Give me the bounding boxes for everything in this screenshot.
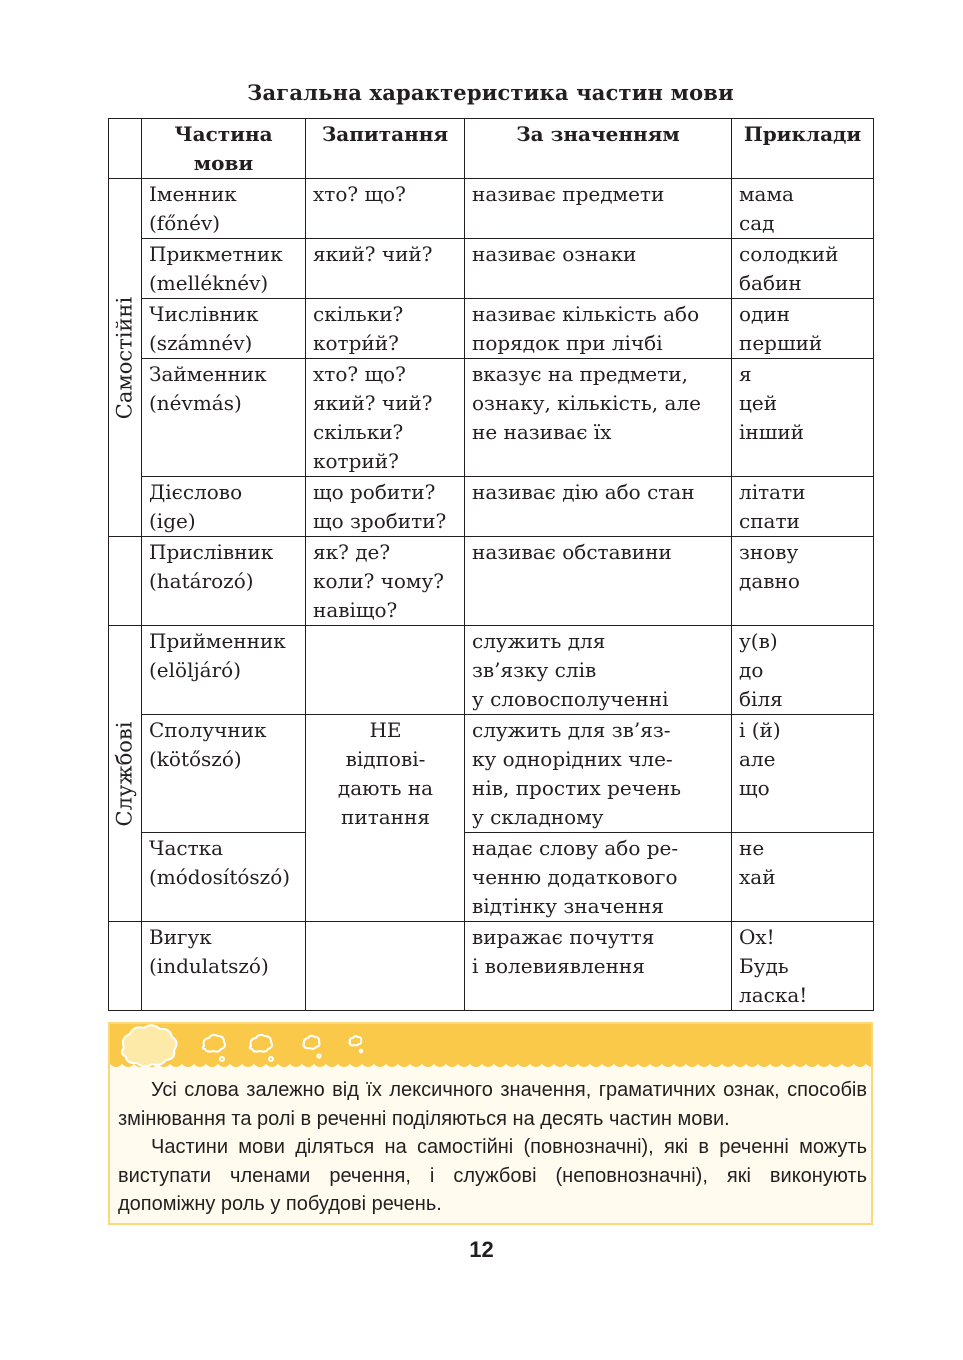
cell-question: скільки? котри́й?: [306, 299, 465, 359]
note-paragraph: Усі слова залежно від їх лексичного значення, граматичних ознак, способів змінювання та ролі в реченні поділяються на десять частин мови.: [118, 1079, 867, 1130]
cell-question: хто? що? який? чий? скільки? котрий?: [306, 359, 465, 477]
cell-examples: літати спати: [732, 477, 874, 537]
cell-part: Прикметник (melléknév): [142, 239, 306, 299]
cell-part: Частка (módosítószó): [142, 833, 306, 922]
cell-part: Дієслово (ige): [142, 477, 306, 537]
table-title: Загальна характеристика частин мови: [247, 80, 734, 105]
cell-meaning: виражає почуття і волевиявлення: [465, 922, 732, 1011]
cell-meaning: служить для зв’язку слів у словосполученні: [465, 626, 732, 715]
cell-part: Сполучник (kötőszó): [142, 715, 306, 833]
header-examples: Приклади: [732, 119, 874, 179]
cell-question: хто? що?: [306, 179, 465, 239]
table-row: [109, 477, 874, 537]
cell-meaning: називає обставини: [465, 537, 732, 626]
cell-question: [306, 626, 465, 715]
cell-question: [306, 922, 465, 1011]
table-row: [109, 626, 874, 715]
cell-meaning: називає предмети: [465, 179, 732, 239]
note-box: [108, 1022, 873, 1225]
header-empty-cell: [109, 119, 142, 179]
cell-examples: один перший: [732, 299, 874, 359]
table-row: [109, 299, 874, 359]
group-label-independent: Самостійні: [112, 296, 137, 419]
cell-meaning: служить для зв’яз- ку однорідних чле- нів, простих речень у складному: [465, 715, 732, 833]
cell-question: що робити? що зробити?: [306, 477, 465, 537]
group-empty-cell: [109, 537, 142, 626]
cell-part: Прислівник (határozó): [142, 537, 306, 626]
table-row: [109, 537, 874, 626]
page-number: 12: [469, 1237, 494, 1262]
group-independent: [109, 179, 142, 537]
header-meaning: За значенням: [465, 119, 732, 179]
header-question: Запитання: [306, 119, 465, 179]
cell-examples: не хай: [732, 833, 874, 922]
table-row: [109, 833, 874, 922]
table-row: [109, 715, 874, 833]
cell-question: як? де? коли? чому? навіщо?: [306, 537, 465, 626]
cell-part: Займенник (névmás): [142, 359, 306, 477]
cell-part: Числівник (számnév): [142, 299, 306, 359]
cell-examples: мама сад: [732, 179, 874, 239]
cell-part: Вигук (indulatszó): [142, 922, 306, 1011]
cell-part: Іменник (főnév): [142, 179, 306, 239]
cell-part: Прийменник (elöljáró): [142, 626, 306, 715]
table-row: [109, 359, 874, 477]
parts-of-speech-table: [108, 118, 874, 1011]
cell-meaning: називає ознаки: [465, 239, 732, 299]
note-header-band: [110, 1024, 871, 1069]
table-row: [109, 239, 874, 299]
cell-examples: у(в) до біля: [732, 626, 874, 715]
cell-examples: Ох! Будь ласка!: [732, 922, 874, 1011]
group-label-auxiliary: Службові: [112, 721, 137, 826]
cell-question: який? чий?: [306, 239, 465, 299]
cell-examples: знову давно: [732, 537, 874, 626]
note-paragraph: Частини мови діляться на самостійні (повнозначні), які в реченні можуть виступати членами речення, і службові (неповнозначні), які виконують допоміжну роль у побудові речень.: [118, 1136, 867, 1215]
cell-meaning: вказує на предмети, ознаку, кількість, але не називає їх: [465, 359, 732, 477]
group-empty-cell: [109, 922, 142, 1011]
table-row: [109, 922, 874, 1011]
table-row: [109, 179, 874, 239]
note-text: [118, 1076, 867, 1219]
cell-question-merged: НЕ відпові- дають на питання: [306, 715, 465, 922]
cell-meaning: називає дію або стан: [465, 477, 732, 537]
cell-examples: і (й) але що: [732, 715, 874, 833]
cell-meaning: називає кількість або порядок при лічбі: [465, 299, 732, 359]
group-auxiliary: [109, 626, 142, 922]
cell-examples: я цей інший: [732, 359, 874, 477]
cell-meaning: надає слову або ре- ченню додаткового відтінку значення: [465, 833, 732, 922]
cell-examples: солодкий бабин: [732, 239, 874, 299]
header-part: Частина мови: [142, 119, 306, 179]
table-header-row: [109, 119, 874, 179]
thought-bubble-icon: [110, 1024, 871, 1069]
